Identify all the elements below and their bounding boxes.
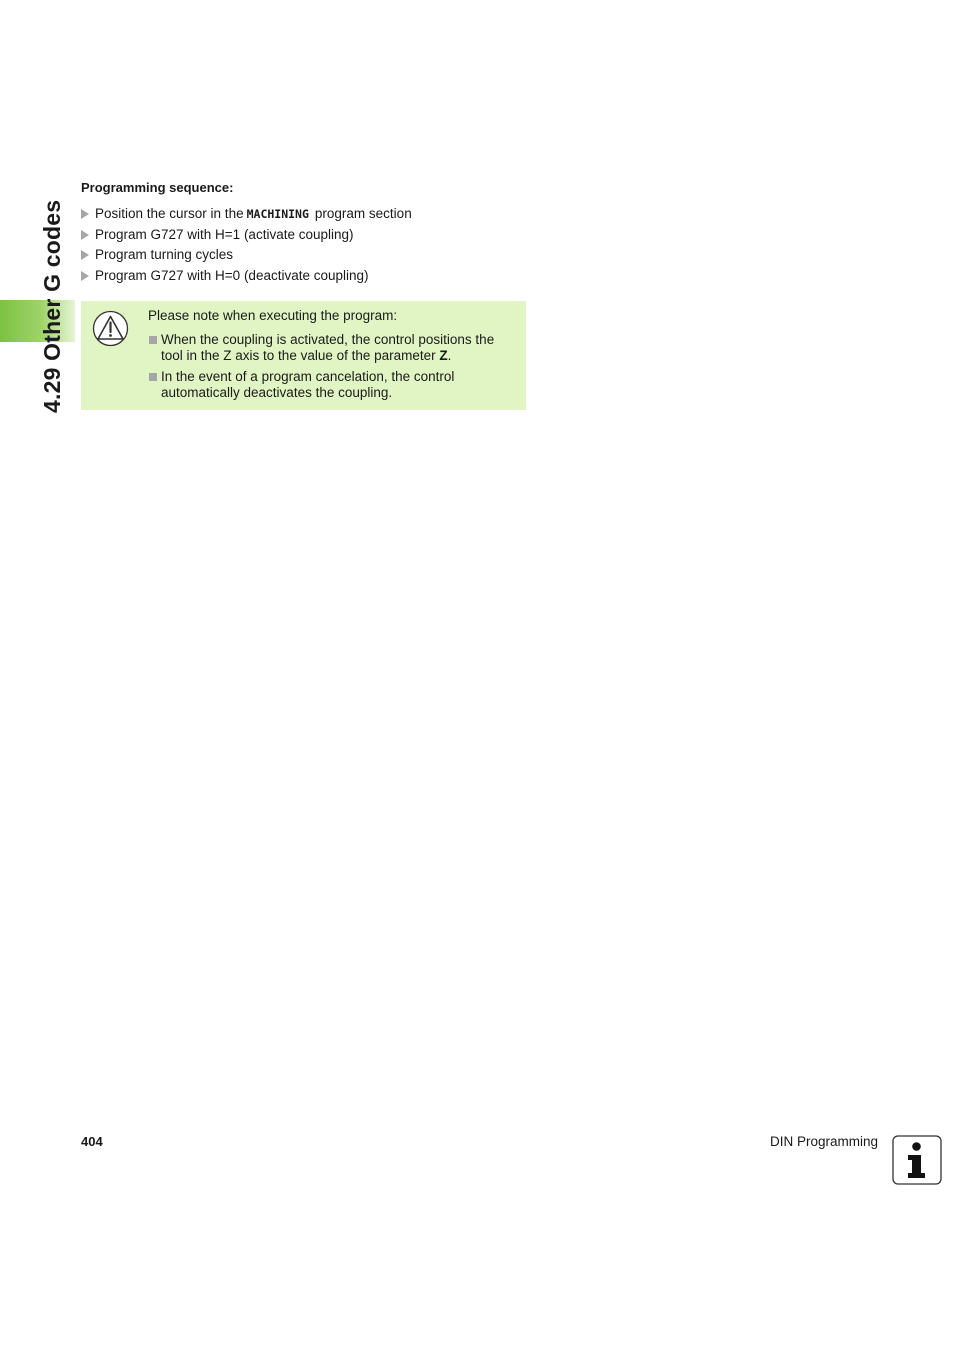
info-icon	[892, 1135, 942, 1185]
step-text: Program turning cycles	[95, 247, 234, 263]
section-heading: Programming sequence:	[81, 180, 234, 195]
note-text: When the coupling is activated, the control positions the tool in the Z axis to the value of the parameter	[161, 332, 495, 363]
step-text: Program G727 with H=1 (activate coupling)	[95, 226, 354, 242]
square-bullet-icon	[149, 336, 157, 344]
note-box	[81, 301, 526, 410]
note-text: In the event of a program cancelation, the control automatically deactivates the coupling.	[161, 369, 455, 400]
note-text-tail: .	[447, 348, 452, 363]
arrow-right-icon	[81, 209, 89, 219]
warning-triangle-icon	[92, 310, 129, 347]
step-text: Position the cursor in the	[95, 206, 244, 221]
step-text: Program G727 with H=0 (deactivate coupling)	[95, 267, 369, 283]
arrow-right-icon	[81, 230, 89, 240]
note-item	[148, 369, 518, 401]
step-list	[81, 205, 412, 287]
step-text: program section	[314, 206, 412, 221]
chapter-title: 4.29 Other G codes	[39, 199, 65, 413]
arrow-right-icon	[81, 271, 89, 281]
note-intro: Please note when executing the program:	[148, 308, 398, 323]
step-item	[81, 226, 412, 247]
parameter-name: Z	[439, 348, 448, 363]
step-item	[81, 205, 412, 226]
note-item	[148, 332, 518, 364]
footer-title: DIN Programming	[770, 1134, 879, 1149]
square-bullet-icon	[149, 373, 157, 381]
step-item	[81, 267, 412, 288]
code-keyword: MACHINING	[246, 207, 309, 221]
step-item	[81, 246, 412, 267]
arrow-right-icon	[81, 250, 89, 260]
note-list	[148, 332, 518, 406]
page-number: 404	[81, 1134, 103, 1149]
